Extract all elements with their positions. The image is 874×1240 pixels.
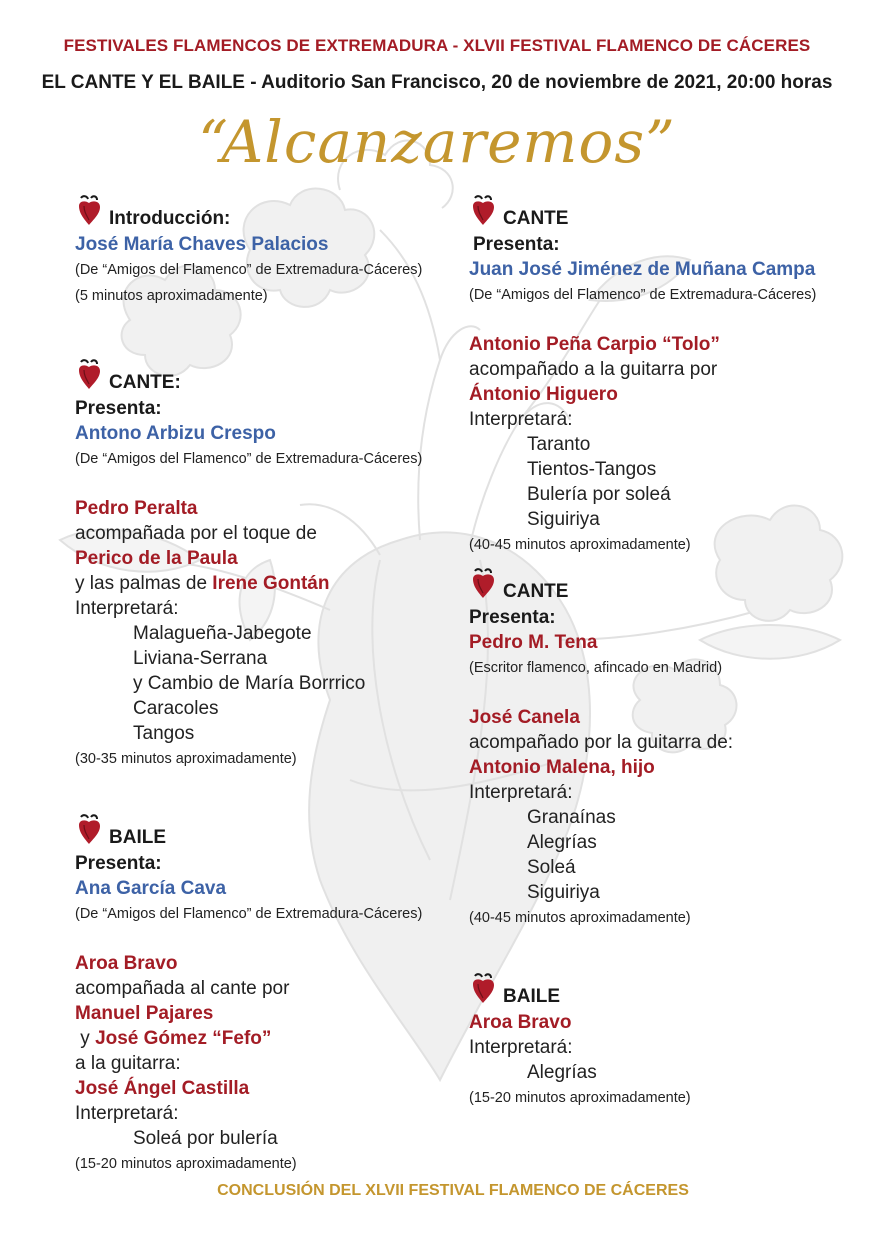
baile2-duration: (15-20 minutos aproximadamente) bbox=[469, 1090, 691, 1106]
repertoire-item: Liviana-Serrana bbox=[133, 648, 268, 669]
cante2-heading: CANTE bbox=[503, 208, 569, 229]
repertoire-item: Soleá por bulería bbox=[133, 1128, 278, 1149]
cante2-guitarist: Ántonio Higuero bbox=[469, 384, 618, 405]
cante1-presenter: Antono Arbizu Crespo bbox=[75, 423, 276, 444]
baile1-duration: (15-20 minutos aproximadamente) bbox=[75, 1156, 297, 1172]
intro-affiliation: (De “Amigos del Flamenco” de Extremadura-Cáceres) bbox=[75, 262, 423, 278]
cante2-duration: (40-45 minutos aproximadamente) bbox=[469, 537, 691, 553]
conclusion-footer: CONCLUSIÓN DEL XLVII FESTIVAL FLAMENCO DE CÁCERES bbox=[217, 1182, 689, 1199]
cante3-heading: CANTE bbox=[503, 581, 569, 602]
cante1-artist: Pedro Peralta bbox=[75, 498, 198, 519]
baile1-affiliation: (De “Amigos del Flamenco” de Extremadura-Cáceres) bbox=[75, 906, 423, 922]
repertoire-item: Bulería por soleá bbox=[527, 484, 671, 505]
show-title: “Alcanzaremos” bbox=[198, 108, 676, 176]
cante1-guitarist: Perico de la Paula bbox=[75, 548, 238, 569]
baile1-guitar-label: a la guitarra: bbox=[75, 1053, 181, 1074]
anatomical-heart-icon bbox=[73, 194, 105, 228]
cante1-accompaniment: acompañada por el toque de bbox=[75, 523, 317, 544]
cante1-heading: CANTE: bbox=[109, 372, 181, 393]
repertoire-item: Tientos-Tangos bbox=[527, 459, 657, 480]
cante2-artist: Antonio Peña Carpio “Tolo” bbox=[469, 334, 720, 355]
anatomical-heart-icon bbox=[73, 358, 105, 392]
baile1-artist: Aroa Bravo bbox=[75, 953, 178, 974]
repertoire-item: Alegrías bbox=[527, 832, 597, 853]
cante3-presenta-label: Presenta: bbox=[469, 607, 556, 628]
cante1-affiliation: (De “Amigos del Flamenco” de Extremadura-Cáceres) bbox=[75, 451, 423, 467]
festival-header: FESTIVALES FLAMENCOS DE EXTREMADURA - XLVII FESTIVAL FLAMENCO DE CÁCERES bbox=[63, 36, 811, 55]
repertoire-item: Siguiriya bbox=[527, 882, 600, 903]
baile1-presenter: Ana García Cava bbox=[75, 878, 227, 899]
left-column bbox=[75, 205, 475, 1177]
cante1-duration: (30-35 minutos aproximadamente) bbox=[75, 751, 297, 767]
baile1-singer-2-line bbox=[75, 1026, 475, 1051]
baile1-and-text: y bbox=[75, 1028, 96, 1049]
repertoire-item: y Cambio de María Borrrico bbox=[133, 673, 366, 694]
repertoire-item: Siguiriya bbox=[527, 509, 600, 530]
cante2-accompaniment: acompañado a la guitarra por bbox=[469, 359, 718, 380]
baile2-artist: Aroa Bravo bbox=[469, 1012, 572, 1033]
anatomical-heart-icon bbox=[467, 972, 499, 1006]
section-heading-baile-2 bbox=[469, 983, 869, 1010]
right-column bbox=[469, 205, 869, 1111]
section-heading-cante-2 bbox=[469, 205, 869, 232]
cante3-interpretara: Interpretará: bbox=[469, 782, 573, 803]
baile1-accompaniment: acompañada al cante por bbox=[75, 978, 290, 999]
repertoire-item: Granaínas bbox=[527, 807, 616, 828]
section-heading-cante-1 bbox=[75, 369, 475, 396]
anatomical-heart-icon bbox=[467, 567, 499, 601]
baile1-presenta-label: Presenta: bbox=[75, 853, 162, 874]
intro-presenter: José María Chaves Palacios bbox=[75, 234, 329, 255]
cante2-interpretara: Interpretará: bbox=[469, 409, 573, 430]
cante3-guitarist: Antonio Malena, hijo bbox=[469, 757, 655, 778]
repertoire-item: Malagueña-Jabegote bbox=[133, 623, 312, 644]
cante1-presenta-label: Presenta: bbox=[75, 398, 162, 419]
section-heading-intro bbox=[75, 205, 475, 232]
repertoire-item: Alegrías bbox=[527, 1062, 597, 1083]
anatomical-heart-icon bbox=[73, 813, 105, 847]
repertoire-item: Soleá bbox=[527, 857, 576, 878]
section-heading-cante-3 bbox=[469, 578, 869, 605]
baile2-heading: BAILE bbox=[503, 986, 560, 1007]
cante1-palmas-line bbox=[75, 571, 475, 596]
baile1-guitarist: José Ángel Castilla bbox=[75, 1078, 250, 1099]
cante1-palmas-text: y las palmas de bbox=[75, 573, 213, 594]
baile2-interpretara: Interpretará: bbox=[469, 1037, 573, 1058]
cante3-affiliation: (Escritor flamenco, afincado en Madrid) bbox=[469, 660, 723, 676]
anatomical-heart-icon bbox=[467, 194, 499, 228]
cante2-presenta-label: Presenta: bbox=[473, 234, 560, 255]
baile1-singer-2: José Gómez “Fefo” bbox=[95, 1028, 272, 1049]
baile1-heading: BAILE bbox=[109, 827, 166, 848]
cante3-artist: José Canela bbox=[469, 707, 580, 728]
repertoire-item: Caracoles bbox=[133, 698, 219, 719]
baile1-interpretara: Interpretará: bbox=[75, 1103, 179, 1124]
section-heading-baile-1 bbox=[75, 824, 475, 851]
cante1-interpretara: Interpretará: bbox=[75, 598, 179, 619]
cante2-affiliation: (De “Amigos del Flamenco” de Extremadura-Cáceres) bbox=[469, 287, 817, 303]
cante1-palmas-artist: Irene Gontán bbox=[212, 573, 330, 594]
intro-duration: (5 minutos aproximadamente) bbox=[75, 288, 268, 304]
baile1-singer-1: Manuel Pajares bbox=[75, 1003, 214, 1024]
cante3-duration: (40-45 minutos aproximadamente) bbox=[469, 910, 691, 926]
cante2-presenter: Juan José Jiménez de Muñana Campa bbox=[469, 259, 816, 280]
intro-heading: Introducción: bbox=[109, 208, 231, 229]
event-subheader: EL CANTE Y EL BAILE - Auditorio San Francisco, 20 de noviembre de 2021, 20:00 horas bbox=[41, 72, 833, 93]
cante3-presenter: Pedro M. Tena bbox=[469, 632, 598, 653]
cante3-accompaniment: acompañado por la guitarra de: bbox=[469, 732, 734, 753]
repertoire-item: Tangos bbox=[133, 723, 195, 744]
repertoire-item: Taranto bbox=[527, 434, 591, 455]
